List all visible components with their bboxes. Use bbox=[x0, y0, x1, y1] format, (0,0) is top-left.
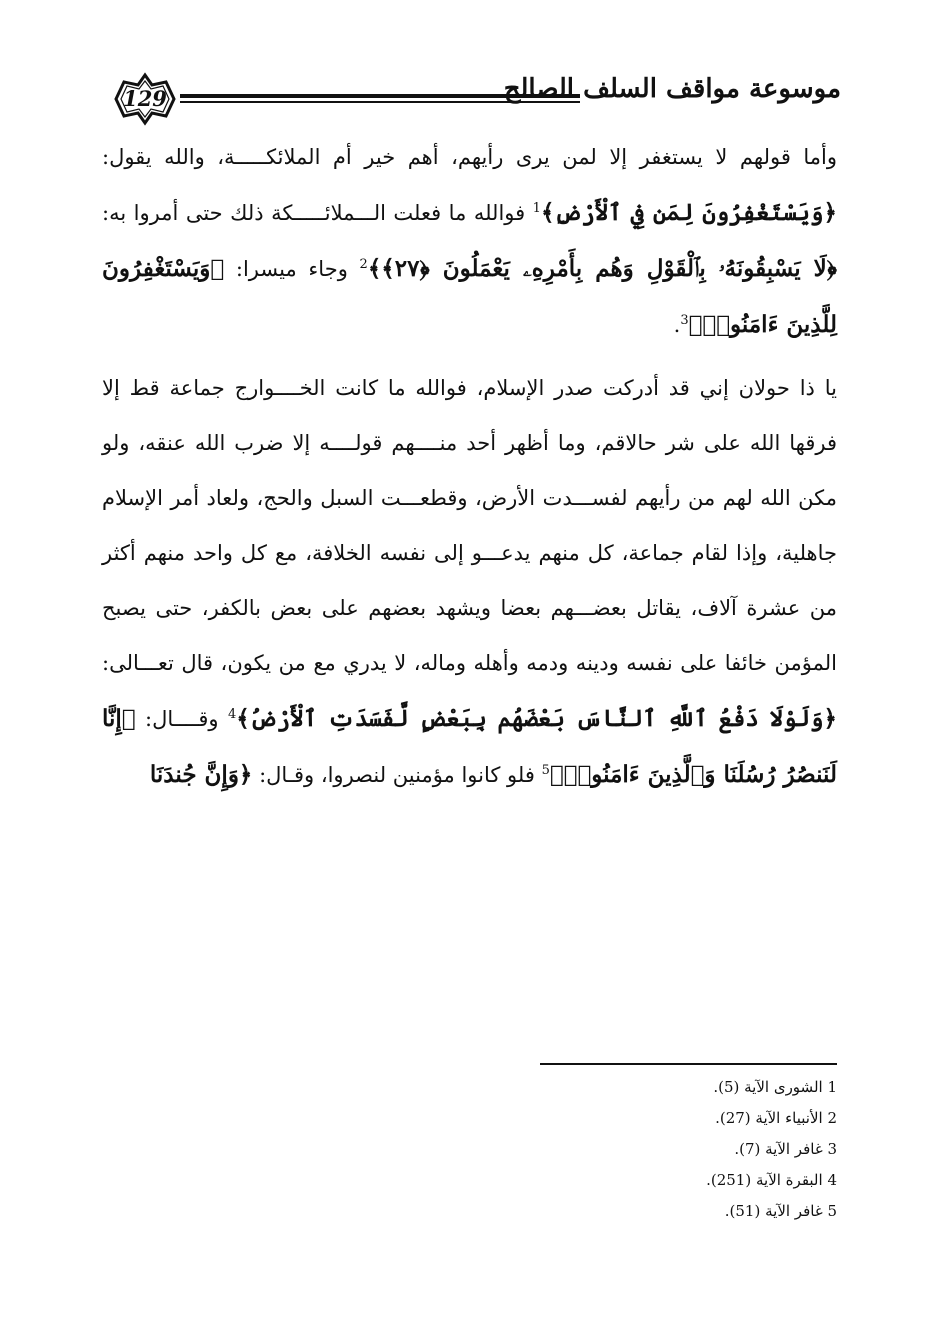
main-text bbox=[102, 130, 837, 803]
quran-verse: ﴿لَا يَسْبِقُونَهُۥ بِٱلْقَوْلِ وَهُم بِأَمْرِهِۦ يَعْمَلُونَ ﴿٢٧﴾﴾ bbox=[367, 255, 837, 282]
text-run: وأما قولهم لا يستغفر إلا لمن يرى رأيهم، أهم خير أم الملائكـــــة، والله يقول: bbox=[102, 145, 837, 169]
footnote-ref: 3 bbox=[680, 313, 689, 328]
text-run: وجاء ميسرا: bbox=[224, 257, 360, 281]
footnote-separator bbox=[540, 1063, 837, 1065]
quran-verse: ﴿وَلَوْلَا دَفْعُ ٱللَّهِ ٱلنَّاسَ بَعْضَهُم بِبَعْضٍ لَّفَسَدَتِ ٱلْأَرْضُ﴾ bbox=[236, 705, 837, 732]
paragraph-1 bbox=[102, 130, 837, 353]
page-header bbox=[0, 60, 937, 140]
footnotes bbox=[540, 1072, 837, 1227]
footnote: 1 الشورى الآية (5). bbox=[713, 1078, 837, 1096]
footnote: 5 غافر الآية (51). bbox=[724, 1202, 837, 1220]
footnote-ref: 4 bbox=[227, 707, 237, 722]
footnote-ref: 2 bbox=[359, 257, 368, 272]
page-number-badge bbox=[108, 72, 182, 126]
text-run: . bbox=[673, 313, 681, 337]
page-number: 129 bbox=[123, 86, 167, 111]
footnote-ref: 5 bbox=[541, 763, 550, 778]
footnote-ref: 1 bbox=[532, 201, 541, 216]
text-run: فلو كانوا مؤمنين لنصروا، وقـال: bbox=[252, 763, 542, 787]
paragraph-2 bbox=[102, 361, 837, 803]
footnote: 3 غافر الآية (7). bbox=[734, 1140, 837, 1158]
text-run: يا ذا حولان إني قد أدركت صدر الإسلام، فوالله ما كانت الخــــوارج جماعة قط إلا فرقها الله على شر حالاقم، وما أظهر أحد منــــهم قولــــه إلا ضرب الله عنقه، ولو مكن الله لهم من رأيهم لفســـدت الأرض، وقطعـــت السبل والحج، ولعاد أمر الإسلام جاهلية، وإذا لقام جماعة، كل منهم يدعـــو إلى نفسه الخلافة، مع كل واحد منهم أكثر من عشرة آلاف، يقاتل بعضـــهم بعضا ويشهد بعضهم على بعض بالكفر، حتى يصبح المؤمن خائفا على نفسه ودينه ودمه وأهله وماله، لا يدري مع من يكون، قال تعـــالى: bbox=[102, 376, 837, 675]
quran-verse: ﴿وَيَسْتَغْفِرُونَ لِمَن فِي ٱلْأَرْضِ﴾ bbox=[540, 199, 837, 226]
book-title: موسوعة مواقف السلف الصالح bbox=[503, 74, 841, 104]
text-run: وقــــال: bbox=[135, 707, 228, 731]
quran-verse: ﴿وَيَسْتَغْفِرُونَ لِلَّذِينَ ءَامَنُوا۟﴾ bbox=[102, 255, 837, 338]
quran-verse: ﴿وَإِنَّ جُندَنَا bbox=[149, 761, 253, 788]
text-run: فوالله ما فعلت الـــملائـــــكة ذلك حتى أمروا به: bbox=[102, 201, 533, 225]
quran-verse: ﴿إِنَّا لَنَنصُرُ رُسُلَنَا وَٱلَّذِينَ ءَامَنُوا۟﴾ bbox=[102, 705, 837, 788]
footnote: 2 الأنبياء الآية (27). bbox=[715, 1109, 837, 1127]
footnote: 4 البقرة الآية (251). bbox=[706, 1171, 837, 1189]
